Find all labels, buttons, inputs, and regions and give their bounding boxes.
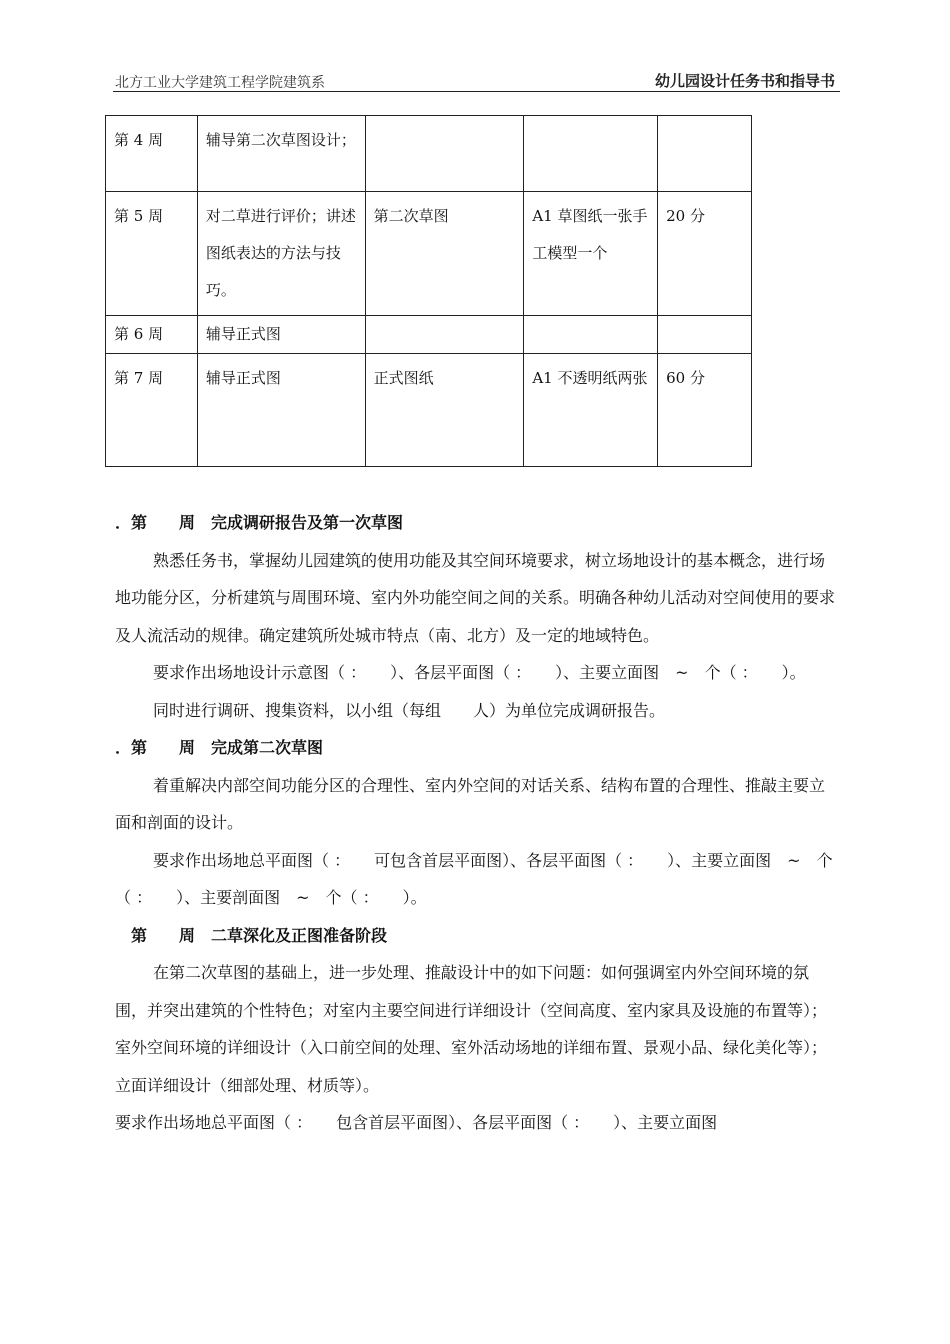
- deliverable-cell: [365, 316, 524, 354]
- deliverable-cell: 第二次草图: [365, 192, 524, 316]
- header-document-title: 幼儿园设计任务书和指导书: [654, 72, 835, 90]
- content-cell: 辅导正式图: [197, 354, 365, 467]
- content-cell: 辅导正式图: [197, 316, 365, 354]
- week-cell: 第 7 周: [106, 354, 198, 467]
- score-cell: 60 分: [658, 354, 752, 467]
- table-row: [106, 354, 752, 467]
- requirement-cell: A1 不透明纸两张: [524, 354, 658, 467]
- requirement-cell: [524, 316, 658, 354]
- header-department: 北方工业大学建筑工程学院建筑系: [115, 75, 325, 91]
- table-row: [106, 316, 752, 354]
- instruction-body: [115, 504, 838, 1142]
- content-cell: 对二草进行评价；讲述图纸表达的方法与技巧。: [197, 192, 365, 316]
- week-cell: 第 6 周: [106, 316, 198, 354]
- section-3-paragraph-2: 要求作出场地总平面图（ ： 包含首层平面图）、各层平面图（ ： ）、主要立面图: [115, 1113, 718, 1132]
- week-cell: 第 4 周: [106, 116, 198, 192]
- score-cell: [658, 116, 752, 192]
- score-cell: 20 分: [658, 192, 752, 316]
- section-3-paragraph-1: 在第二次草图的基础上，进一步处理、推敲设计中的如下问题：如何强调室内外空间环境的氛围，并突出建筑的个性特色；对室内主要空间进行详细设计（空间高度、室内家具及设施的布置等）；室外空间环境的详细设计（入口前空间的处理、室外活动场地的详细布置、景观小品、绿化美化等）；立面详细设计（细部处理、材质等）。: [115, 963, 828, 1095]
- section-1-paragraph-3: 同时进行调研、搜集资料，以小组（每组 人）为单位完成调研报告。: [153, 700, 666, 720]
- schedule-table: [105, 115, 752, 467]
- section-2-paragraph-1: 着重解决内部空间功能分区的合理性、室内外空间的对话关系、结构布置的合理性、推敲主要立面和剖面的设计。: [115, 775, 826, 832]
- header-divider: [113, 91, 840, 92]
- score-cell: [658, 316, 752, 354]
- section-1-paragraph-1: 熟悉任务书，掌握幼儿园建筑的使用功能及其空间环境要求，树立场地设计的基本概念，进行场地功能分区，分析建筑与周围环境、室内外功能空间之间的关系。明确各种幼儿活动对空间使用的要求及人流活动的规律。确定建筑所处城市特点（南、北方）及一定的地域特色。: [115, 550, 836, 645]
- table-row: [106, 192, 752, 316]
- section-2-paragraph-2: 要求作出场地总平面图（ ： 可包含首层平面图）、各层平面图（ ： ）、主要立面图 ~ 个（ ： ）、主要剖面图 ~ 个（ ： ）。: [115, 850, 833, 907]
- requirement-cell: [524, 116, 658, 192]
- section-1-paragraph-2: 要求作出场地设计示意图（ ： ）、各层平面图（ ： ）、主要立面图 ~ 个（ ： ）。: [153, 663, 806, 682]
- section-2-heading: ．第 周 完成第二次草图: [115, 738, 324, 757]
- requirement-cell: A1 草图纸一张手工模型一个: [524, 192, 658, 316]
- table-row: [106, 116, 752, 192]
- week-cell: 第 5 周: [106, 192, 198, 316]
- section-3-heading: 第 周 二草深化及正图准备阶段: [115, 925, 388, 945]
- section-1-heading: ．第 周 完成调研报告及第一次草图: [115, 513, 404, 532]
- content-cell: 辅导第二次草图设计；: [197, 116, 365, 192]
- deliverable-cell: [365, 116, 524, 192]
- deliverable-cell: 正式图纸: [365, 354, 524, 467]
